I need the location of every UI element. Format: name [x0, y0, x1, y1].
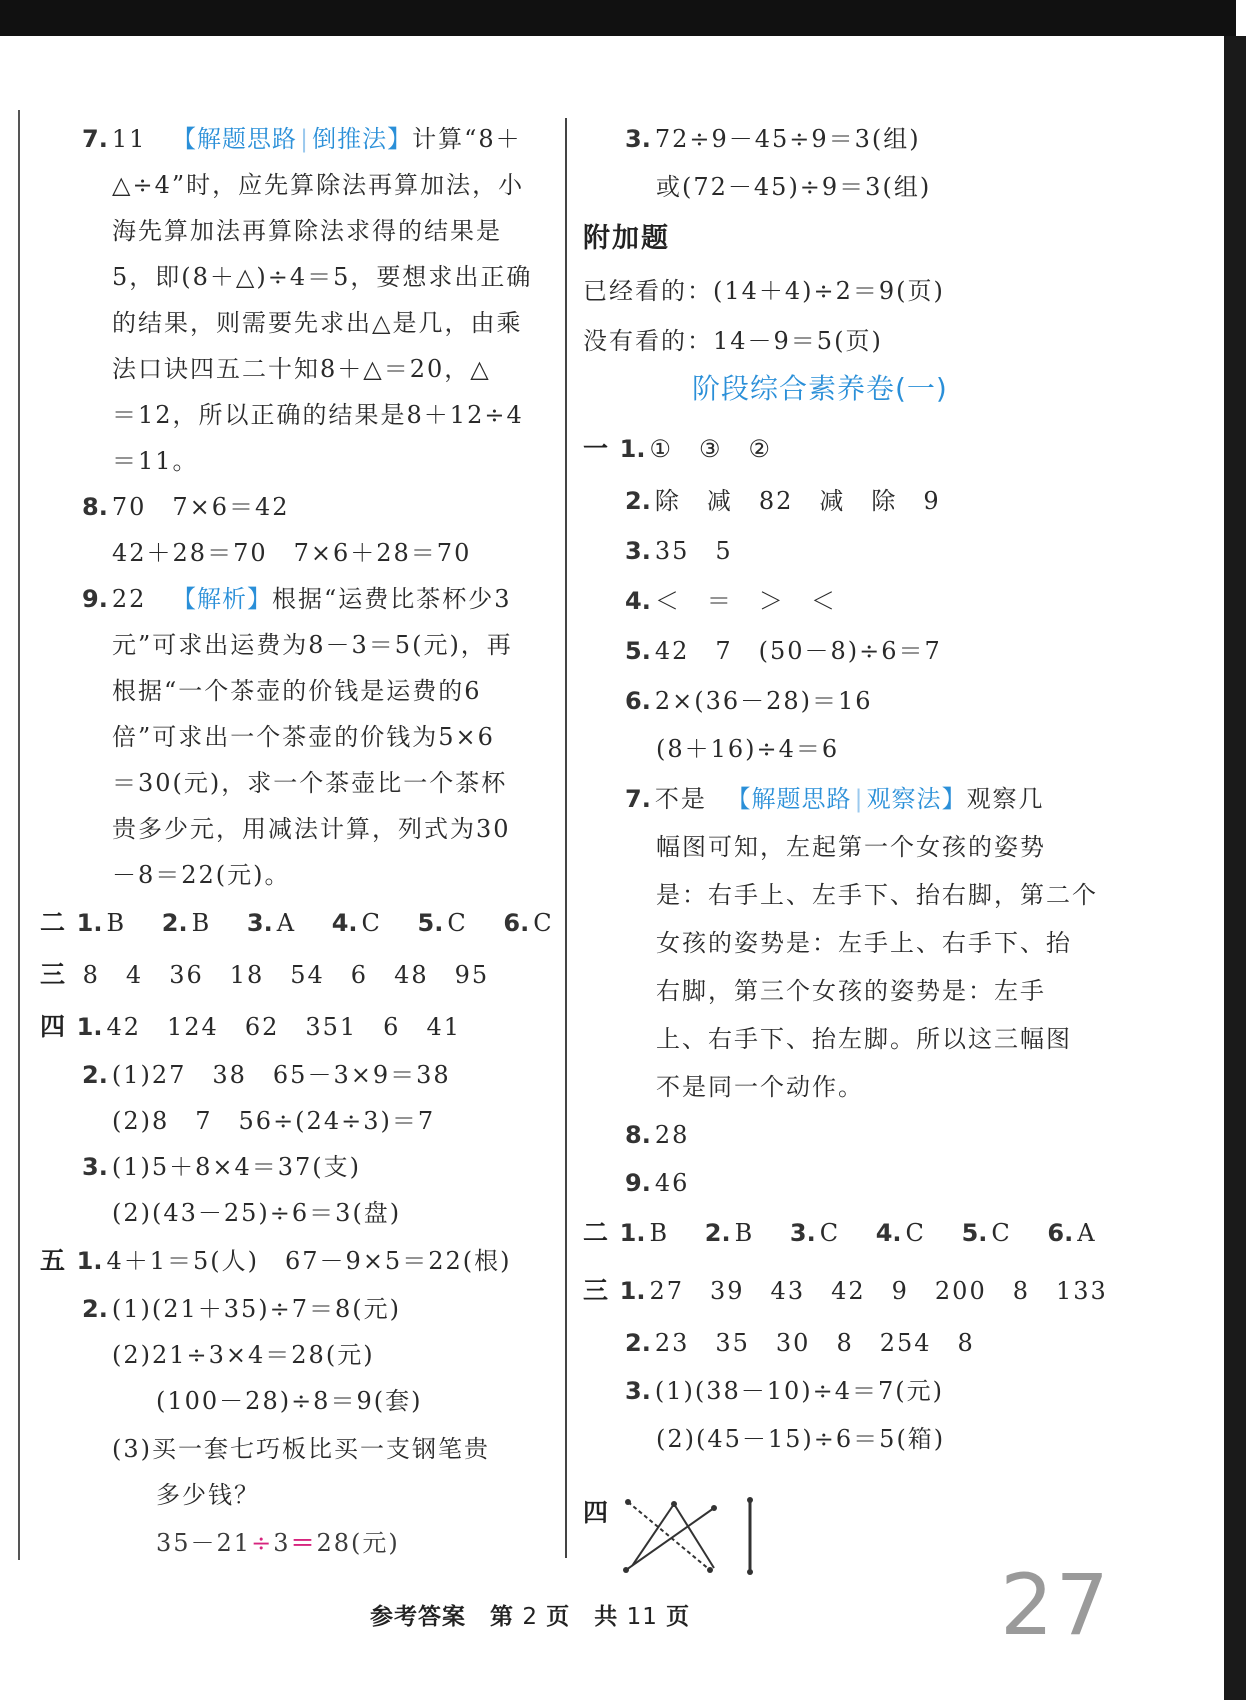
r-q7-line: 幅图可知，左起第一个女孩的姿势 — [656, 833, 1046, 861]
q7-line: 5，即(8＋△)÷4＝5，要想求出正确 — [112, 263, 533, 291]
r-s1-q8: 8. 28 — [625, 1121, 690, 1149]
column-divider — [565, 118, 567, 1558]
q9-number: 9. — [82, 585, 108, 613]
section-4-label: 四 — [40, 1012, 68, 1041]
q7-line: ＝11。 — [112, 447, 199, 475]
q7-line: ＝12，所以正确的结果是8＋12÷4 — [112, 401, 524, 429]
r-section-3-q3a: 3. (1)(38－10)÷4＝7(元) — [625, 1377, 945, 1405]
q9-tag: 【解析】 — [172, 585, 273, 613]
q9-line: 倍”可求出一个茶壶的价钱为5×6 — [112, 723, 495, 751]
r-section-2-answers: 二 1. B 2. B 3. C 4. C 5. C 6. A — [583, 1218, 1097, 1247]
r-section-3-q2: 2. 23 35 30 8 254 8 — [625, 1329, 975, 1357]
section-4-q2a: 2. (1)27 38 65－3×9＝38 — [82, 1061, 451, 1089]
q7-tag: 【解题思路 | 倒推法】 — [172, 125, 413, 153]
r-q3-line-1: 3. 72÷9－45÷9＝3(组) — [625, 125, 921, 153]
r-section-3-q3b: (2)(45－15)÷6＝5(箱) — [656, 1425, 946, 1453]
r-q7-line: 上、右手下、抬左脚。所以这三幅图 — [656, 1025, 1072, 1053]
section-2-label: 二 — [40, 908, 68, 937]
q9-line: 元”可求出运费为8－3＝5(元)，再 — [112, 631, 513, 659]
q9-first-line — [82, 582, 512, 616]
r-q7-line: 不是同一个动作。 — [656, 1073, 864, 1101]
q9-answer: 22 — [111, 585, 147, 613]
r-s1-q6b: (8＋16)÷4＝6 — [656, 735, 840, 763]
match-dot — [623, 1567, 629, 1573]
r-s1-q4: 4. ＜ ＝ ＞ ＜ — [625, 587, 837, 615]
match-line — [674, 1504, 714, 1568]
r-section-2-label: 二 — [583, 1218, 611, 1247]
match-dot — [625, 1499, 631, 1505]
section-5-q2e: 多少钱？ — [156, 1481, 260, 1509]
q8-line-1: 8. 70 7×6＝42 — [82, 493, 290, 521]
section-3-answers: 三 8 4 36 18 54 6 48 95 — [40, 960, 490, 989]
q7-first-line — [82, 122, 522, 156]
bonus-line-2: 没有看的：14－9＝5(页) — [583, 327, 883, 355]
section-2-answers: 二 1. B 2. B 3. A 4. C 5. C 6. C — [40, 908, 554, 937]
q7-answer: 11 — [111, 125, 147, 153]
r-s1-q6a: 6. 2×(36－28)＝16 — [625, 687, 873, 715]
r-q7-tag: 【解题思路 | 观察法】 — [726, 785, 967, 813]
q7-number: 7. — [82, 125, 108, 153]
section-5-label: 五 — [40, 1246, 68, 1275]
r-section-3-q1: 三 1. 27 39 43 42 9 200 8 133 — [583, 1276, 1108, 1305]
q8-number: 8. — [82, 493, 108, 521]
q8-line-2: 42＋28＝70 7×6＋28＝70 — [112, 539, 472, 567]
q7-line: 海先算加法再算除法求得的结果是 — [112, 217, 502, 245]
match-dot — [711, 1505, 717, 1511]
match-dot — [707, 1567, 713, 1573]
left-margin-rule — [18, 110, 20, 1560]
section-5-q2c: (100－28)÷8＝9(套) — [156, 1387, 423, 1415]
page-footer: 参考答案 第 2 页 共 11 页 — [370, 1604, 691, 1630]
r-s1-q9: 9. 46 — [625, 1169, 690, 1197]
q9-text: 根据“运费比茶杯少3 — [272, 585, 512, 613]
r-q7-line: 右脚，第三个女孩的姿势是：左手 — [656, 977, 1046, 1005]
q7-line: △÷4”时，应先算除法再算加法，小 — [112, 171, 525, 199]
r-q7-line: 女孩的姿势是：左手上、右手下、抬 — [656, 929, 1072, 957]
section-5-q1: 五 1. 4＋1＝5(人) 67－9×5＝22(根) — [40, 1246, 512, 1275]
page-number: 27 — [1000, 1556, 1111, 1654]
section-3-label: 三 — [40, 960, 68, 989]
r-s1-q3: 3. 35 5 — [625, 537, 733, 565]
r-section-4-label: 四 — [583, 1498, 611, 1527]
match-dot — [747, 1569, 753, 1575]
r-section-1-label: 一 — [583, 434, 611, 463]
match-dot — [747, 1497, 753, 1503]
q9-line: －8＝22(元)。 — [112, 861, 291, 889]
matching-lines-drawing — [620, 1496, 780, 1576]
section-4-q1: 四 1. 42 124 62 351 6 41 — [40, 1012, 461, 1041]
test-section-title: 阶段综合素养卷(一) — [692, 372, 948, 405]
r-q3-line-2: 或(72－45)÷9＝3(组) — [656, 173, 932, 201]
r-s1-q2: 2. 除 减 82 减 除 9 — [625, 487, 941, 515]
section-5-q2a: 2. (1)(21＋35)÷7＝8(元) — [82, 1295, 402, 1323]
section-4-q2b: (2)8 7 56÷(24÷3)＝7 — [112, 1107, 436, 1135]
r-section-3-label: 三 — [583, 1276, 611, 1305]
match-dot — [671, 1501, 677, 1507]
r-section-4 — [583, 1496, 610, 1530]
section-5-q2d: (3)买一套七巧板比买一支钢笔贵 — [112, 1435, 490, 1463]
section-5-q2b: (2)21÷3×4＝28(元) — [112, 1341, 375, 1369]
q7-line: 法口诀四五二十知8＋△＝20，△ — [112, 355, 491, 383]
q9-line: ＝30(元)，求一个茶壶比一个茶杯 — [112, 769, 508, 797]
top-black-edge — [0, 0, 1236, 36]
bonus-heading: 附加题 — [583, 223, 670, 254]
section-4-q3b: (2)(43－25)÷6＝3(盘) — [112, 1199, 402, 1227]
q7-line: 的结果，则需要先求出△是几，由乘 — [112, 309, 523, 337]
section-4-q3a: 3. (1)5＋8×4＝37(支) — [82, 1153, 362, 1181]
r-s1-q1: 一 1. ① ③ ② — [583, 434, 773, 463]
r-q7-line: 是：右手上、左手下、抬右脚，第二个 — [656, 881, 1098, 909]
bonus-line-1: 已经看的：(14＋4)÷2＝9(页) — [583, 277, 945, 305]
match-line — [626, 1508, 714, 1570]
right-black-edge — [1224, 36, 1246, 1700]
q9-line: 根据“一个茶壶的价钱是运费的6 — [112, 677, 482, 705]
handwritten-answer: 35－21÷3＝28(元) — [156, 1528, 400, 1557]
q7-text: 计算“8＋ — [412, 125, 522, 153]
r-s1-q7-first: 7. 不是 【解题思路 | 观察法】观察几 — [625, 785, 1045, 813]
q9-line: 贵多少元，用减法计算，列式为30 — [112, 815, 511, 843]
r-s1-q5: 5. 42 7 (50－8)÷6＝7 — [625, 637, 942, 665]
